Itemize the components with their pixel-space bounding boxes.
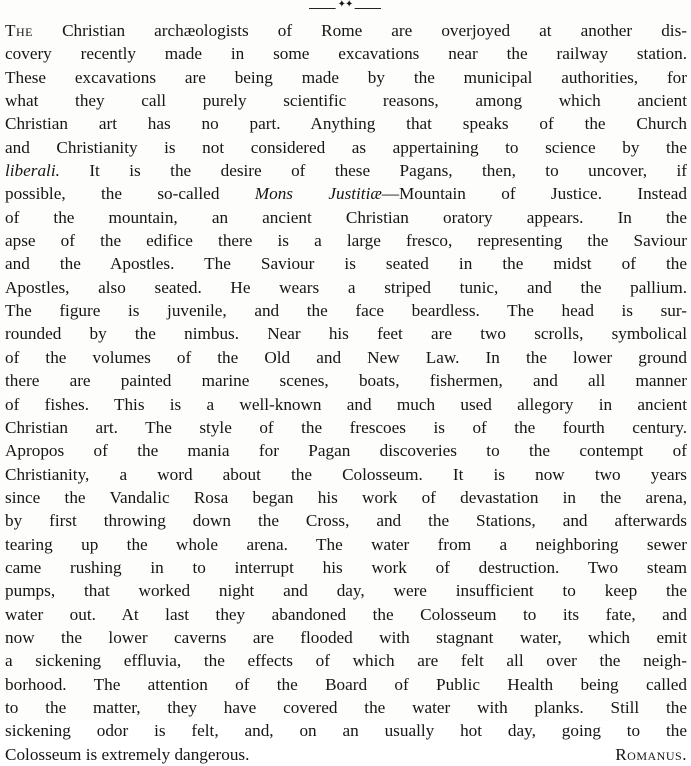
line-text: now the lower caverns are flooded with stagnant water, which emit — [5, 627, 687, 647]
article-line — [5, 649, 687, 672]
line-text: The figure is juvenile, and the face beardless. The head is sur- — [5, 301, 687, 321]
line-text: Apostles, also seated. He wears a striped tunic, and the pallium. — [5, 277, 687, 297]
author-signature: Romanus. — [615, 744, 687, 764]
article-line — [5, 66, 687, 89]
line-text: of the volumes of the Old and New Law. In the lower ground — [5, 347, 687, 367]
line-text: a sickening effluvia, the effects of which are felt all over the neigh- — [5, 651, 687, 671]
line-text: rounded by the nimbus. Near his feet are two scrolls, symbolical — [5, 324, 687, 344]
article-line — [5, 229, 687, 252]
article-line — [5, 486, 687, 509]
line-text: Christian archæologists of Rome are overjoyed at another dis- — [33, 21, 687, 40]
line-text: and Christianity is not considered as appertaining to science by the — [5, 137, 687, 157]
article-line — [5, 696, 687, 719]
line-text: there are painted marine scenes, boats, fishermen, and all manner — [5, 371, 687, 391]
line-text: what they call purely scientific reasons, among which ancient — [5, 91, 687, 111]
line-text: Christianity, a word about the Colosseum. It is now two years — [5, 464, 687, 484]
article-line — [5, 509, 687, 532]
line-text: covery recently made in some excavations near the railway station. — [5, 44, 687, 64]
article-line — [5, 393, 687, 416]
line-text: Christian art has no part. Anything that speaks of the Church — [5, 114, 687, 134]
line-text: Christian art. The style of the frescoes is of the fourth century. — [5, 417, 687, 437]
article-line — [5, 42, 687, 65]
line-text: sickening odor is felt, and, on an usually hot day, going to the — [5, 721, 687, 741]
line-text: since the Vandalic Rosa began his work of devastation in the arena, — [5, 487, 687, 507]
article-line — [5, 719, 687, 742]
final-line-text: Colosseum is extremely dangerous. — [5, 744, 250, 764]
line-text: possible, the so-called — [5, 184, 255, 204]
line-text: by first throwing down the Cross, and the Stations, and afterwards — [5, 511, 687, 531]
lead-word: The — [5, 21, 33, 40]
article-line — [5, 322, 687, 345]
line-text: —Mountain of Justice. Instead — [381, 184, 687, 204]
article-final-line — [5, 743, 687, 766]
article-line — [5, 533, 687, 556]
divider-ornament: ✦✦ — [337, 0, 353, 10]
article-line — [5, 556, 687, 579]
italic-text: liberali. — [5, 161, 60, 181]
article-line — [5, 159, 687, 182]
line-text: It is the desire of these Pagans, then, to uncover, if — [59, 161, 687, 181]
line-text: water out. At last they abandoned the Colosseum to its fate, and — [5, 604, 687, 624]
article-line — [5, 346, 687, 369]
article-line — [5, 416, 687, 439]
line-text: of fishes. This is a well-known and much used allegory in ancient — [5, 394, 687, 414]
line-text: and the Apostles. The Saviour is seated in the midst of the — [5, 254, 687, 274]
article-line — [5, 603, 687, 626]
article-line — [5, 579, 687, 602]
article-line — [5, 112, 687, 135]
article-line — [5, 206, 687, 229]
article-line — [5, 673, 687, 696]
article-line — [5, 369, 687, 392]
article-line — [5, 89, 687, 112]
line-text: of the mountain, an ancient Christian oratory appears. In the — [5, 207, 687, 227]
line-text: tearing up the whole arena. The water from a neighboring sewer — [5, 534, 687, 554]
article-line — [5, 252, 687, 275]
line-text: Apropos of the mania for Pagan discoveries to the contempt of — [5, 441, 687, 461]
line-text: borhood. The attention of the Board of Public Health being called — [5, 674, 687, 694]
article-line — [5, 19, 687, 42]
article-line — [5, 182, 687, 205]
article-line — [5, 626, 687, 649]
italic-text: Mons Justitiæ — [254, 184, 382, 204]
line-text: apse of the edifice there is a large fresco, representing the Saviour — [5, 231, 687, 251]
line-text: These excavations are being made by the municipal authorities, for — [5, 67, 687, 87]
article-line — [5, 299, 687, 322]
article-line — [5, 276, 687, 299]
section-divider — [309, 0, 381, 12]
article-line — [5, 136, 687, 159]
article-line — [5, 463, 687, 486]
line-text: pumps, that worked night and day, were insufficient to keep the — [5, 581, 687, 601]
article-body — [5, 19, 687, 766]
line-text: to the matter, they have covered the water with planks. Still the — [5, 697, 687, 717]
article-line — [5, 439, 687, 462]
line-text: came rushing in to interrupt his work of destruction. Two steam — [5, 557, 687, 577]
